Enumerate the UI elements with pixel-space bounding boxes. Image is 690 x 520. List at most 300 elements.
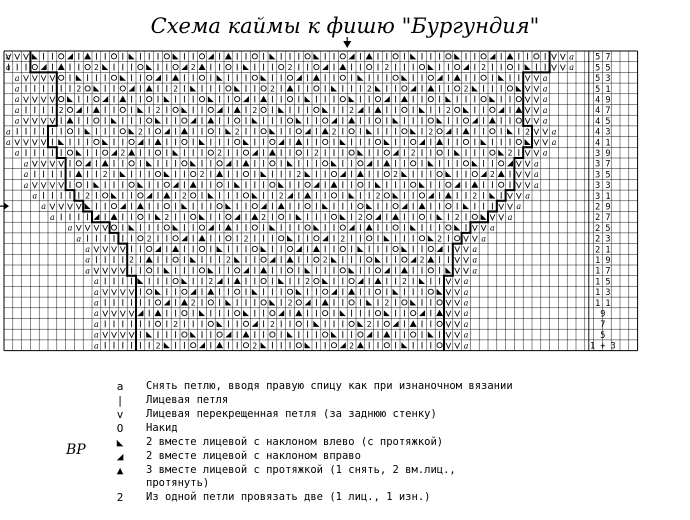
twisted-knit-icon [32,97,37,103]
decrease-left-icon [269,53,275,59]
decrease-left-icon [243,64,249,70]
double-decrease-icon [67,117,74,124]
twisted-knit-icon [534,150,539,156]
double-decrease-icon [199,64,206,71]
slip-stitch-icon: a [23,159,29,169]
slip-stitch-icon: a [569,63,574,73]
slip-stitch-icon: a [67,223,73,233]
decrease-left-icon [129,53,135,59]
yarn-over-icon [173,257,178,262]
yarn-over-icon [419,214,424,219]
yarn-over-icon [270,161,275,166]
yarn-over-icon [463,161,468,166]
decrease-left-icon [217,246,223,252]
decrease-right-icon [120,203,126,209]
yarn-over-icon [455,64,460,69]
decrease-left-icon [234,257,240,263]
yarn-over-icon [67,150,72,155]
twisted-knit-icon [455,300,460,306]
twisted-knit-icon [516,193,521,199]
twisted-knit-icon [112,289,117,295]
decrease-right-icon [164,299,170,305]
twisted-knit-icon [112,268,117,274]
slip-stitch-icon: a [463,298,469,308]
yarn-over-icon [455,86,460,91]
yarn-over-icon [147,75,152,80]
yarn-over-icon [182,289,187,294]
twisted-knit-icon [24,97,29,103]
increase-two-icon: 2 [173,319,179,329]
twisted-knit-icon [24,118,29,124]
row-number: 2 7 [595,213,611,224]
row-number: 4 9 [595,95,611,106]
increase-two-icon: 2 [375,191,381,201]
decrease-left-icon [173,225,179,231]
increase-two-icon: 2 [287,63,293,73]
decrease-right-icon [243,267,249,273]
decrease-right-icon [437,75,443,81]
yarn-over-icon [455,107,460,112]
yarn-over-icon [235,118,240,123]
yarn-over-icon [111,54,116,59]
decrease-left-icon [357,150,363,156]
decrease-left-icon [410,225,416,231]
decrease-left-icon [313,53,319,59]
yarn-over-icon [516,139,521,144]
yarn-over-icon [208,300,213,305]
twisted-knit-icon [560,54,565,60]
legend-text: Снять петлю, вводя правую спицу как при изнаночном вязании [146,380,513,392]
slip-stitch-icon: a [94,277,99,287]
twisted-knit-icon [534,139,539,145]
decrease-left-icon [146,332,152,338]
decrease-right-icon [129,85,135,91]
yarn-over-icon [164,225,169,230]
yarn-over-icon [279,236,284,241]
decrease-right-icon [225,332,231,338]
decrease-right-icon [181,235,187,241]
decrease-left-icon [164,171,170,177]
twisted-knit-icon [103,225,108,231]
yarn-over-icon [252,225,257,230]
twisted-knit-icon [32,161,37,167]
decrease-right-icon [322,64,328,70]
yarn-over-icon [411,311,416,316]
double-decrease-icon [137,203,144,210]
decrease-left-icon [85,128,91,134]
yarn-over-icon [340,75,345,80]
decrease-left-icon [322,107,328,113]
increase-two-icon: 2 [225,255,231,265]
decrease-right-icon [437,246,443,252]
increase-two-icon: 2 [401,277,407,287]
decrease-left-icon [489,96,495,102]
twisted-knit-icon [525,150,530,156]
slip-stitch-icon: a [14,95,20,105]
decrease-left-icon [463,203,469,209]
decrease-left-icon [525,139,531,145]
twisted-knit-icon [50,161,55,167]
double-decrease-icon [269,149,276,156]
double-decrease-icon [454,74,461,81]
row-number: 4 3 [595,127,611,138]
double-decrease-icon [163,192,170,199]
row-number: 1 9 [595,256,611,266]
legend-item [108,380,668,394]
double-decrease-icon [515,106,522,113]
yarn-over-icon [296,129,301,134]
row-number: 4 1 [595,138,611,149]
double-decrease-icon [216,171,223,178]
decrease-left-icon [393,289,399,295]
decrease-left-icon [428,332,434,338]
decrease-right-icon [41,64,47,70]
twisted-knit-icon [455,311,460,317]
double-decrease-icon [119,96,126,103]
yarn-over-icon [182,118,187,123]
yarn-over-icon [331,171,336,176]
slip-stitch-icon: a [94,319,99,329]
decrease-right-icon [190,118,196,124]
decrease-right-icon [173,182,179,188]
decrease-left-icon [243,310,249,316]
double-decrease-icon [339,64,346,71]
decrease-right-icon [419,310,425,316]
decrease-right-icon [331,289,337,295]
decrease-left-icon [357,246,363,252]
increase-two-icon: 2 [116,491,124,504]
yarn-over-icon [147,97,152,102]
double-decrease-icon [155,138,162,145]
decrease-right-icon [234,214,240,220]
yarn-over-icon [208,129,213,134]
increase-two-icon: 2 [58,105,64,115]
yarn-over-icon [375,118,380,123]
decrease-right-icon [93,214,99,220]
yarn-over-icon [199,97,204,102]
twisted-knit-icon [32,182,37,188]
twisted-knit-icon [516,182,521,188]
decrease-left-icon [313,321,319,327]
yarn-over-icon [270,139,275,144]
row-number: 7 [600,320,606,331]
yarn-over-icon [243,171,248,176]
yarn-over-icon [437,129,442,134]
slip-stitch-icon: a [463,319,469,329]
yarn-over-icon [279,64,284,69]
decrease-left-icon [305,342,311,348]
slip-stitch-icon: a [6,127,11,137]
increase-two-icon: 2 [454,212,460,222]
increase-two-icon: 2 [410,148,416,158]
decrease-right-icon [498,107,504,113]
twisted-knit-icon [525,118,530,124]
decrease-left-icon [481,139,487,145]
yarn-over-icon [111,204,116,209]
slip-stitch-icon: a [516,202,522,212]
yarn-over-icon [155,321,160,326]
decrease-left-icon [225,299,231,305]
twisted-knit-icon [41,161,46,167]
decrease-right-icon [349,225,355,231]
decrease-right-icon [340,171,346,177]
page-title: Схема каймы к фишю "Бургундия" [150,14,540,38]
yarn-over-icon [235,268,240,273]
yarn-over-icon [147,289,152,294]
yarn-over-icon [384,193,389,198]
yarn-over-icon [411,161,416,166]
twisted-knit-icon [455,257,460,263]
double-decrease-icon [375,278,382,285]
twisted-knit-icon [103,311,108,317]
twisted-knit-icon [120,268,125,274]
decrease-left-icon [102,64,108,70]
yarn-over-icon [59,54,64,59]
row-number: 3 9 [595,149,611,159]
twisted-knit-icon [552,54,557,60]
yarn-over-icon [402,257,407,262]
yarn-over-icon [138,193,143,198]
increase-two-icon: 2 [252,105,258,115]
yarn-over-icon [270,311,275,316]
twisted-knit-icon [120,311,125,317]
increase-two-icon: 2 [331,127,337,137]
decrease-left-icon [252,192,258,198]
decrease-left-icon [129,128,135,134]
slip-stitch-icon: a [542,116,548,126]
slip-stitch-icon: a [507,212,513,222]
twisted-knit-icon [41,139,46,145]
decrease-left-icon [261,246,267,252]
slip-stitch-icon: a [116,380,124,393]
yarn-over-icon [349,300,354,305]
slip-stitch-icon: a [534,180,539,190]
increase-two-icon: 2 [287,298,293,308]
decrease-left-icon [445,171,451,177]
yarn-over-icon [499,182,504,187]
decrease-left-icon [331,160,337,166]
yarn-over-icon [94,97,99,102]
decrease-left-icon [305,267,311,273]
twisted-knit-icon [464,246,469,252]
decrease-right-icon [296,246,302,252]
yarn-over-icon [437,150,442,155]
increase-two-icon: 2 [261,212,267,222]
decrease-right-icon [102,96,108,102]
legend-item [108,408,668,422]
yarn-over-icon [67,129,72,134]
row-number: 5 3 [595,74,611,85]
slip-stitch-icon: a [542,148,548,158]
decrease-right-icon [111,150,117,156]
row-number: 5 5 [595,63,611,74]
increase-two-icon: 2 [428,127,434,137]
yarn-over-icon [499,161,504,166]
yarn-over-icon [32,64,37,69]
decrease-right-icon [305,128,311,134]
decrease-right-icon [305,299,311,305]
yarn-over-icon [217,182,222,187]
decrease-left-icon [234,85,240,91]
decrease-left-icon [93,182,99,188]
slip-stitch-icon: a [542,84,548,94]
yarn-over-icon [323,139,328,144]
decrease-right-icon [252,321,258,327]
double-decrease-icon [234,106,241,113]
double-decrease-icon [102,160,109,167]
decrease-right-icon [357,107,363,113]
yarn-over-icon [94,139,99,144]
yarn-over-icon [243,193,248,198]
decrease-left-icon [410,299,416,305]
yarn-over-icon [323,289,328,294]
increase-two-icon: 2 [93,63,99,73]
increase-two-icon: 2 [489,170,495,180]
yarn-over-icon [437,321,442,326]
slip-stitch-icon: a [94,330,99,340]
decrease-left-icon [234,182,240,188]
twisted-knit-icon [543,129,548,135]
increase-two-icon: 2 [252,341,258,351]
increase-two-icon: 2 [190,63,196,73]
yarn-over-icon [393,225,398,230]
yarn-over-icon [76,161,81,166]
yarn-over-icon [199,268,204,273]
decrease-left-icon [217,75,223,81]
chart-symbols [6,52,574,350]
yarn-over-icon [208,107,213,112]
increase-two-icon: 2 [190,298,196,308]
yarn-over-icon [155,300,160,305]
decrease-right-icon [340,342,346,348]
twisted-knit-icon [516,172,521,178]
decrease-right-icon [164,128,170,134]
yarn-over-icon [428,268,433,273]
decrease-left-icon [137,182,143,188]
decrease-right-icon [85,160,91,166]
yarn-over-icon [252,246,257,251]
twisted-knit-icon [41,75,46,81]
decrease-left-icon [384,310,390,316]
double-decrease-icon [225,53,232,60]
yarn-over-icon [402,107,407,112]
double-decrease-icon [401,96,408,103]
row-number-column [590,53,616,352]
yarn-over-icon [173,278,178,283]
decrease-right-icon [384,267,390,273]
decrease-left-icon [102,139,108,145]
yarn-over-icon [199,75,204,80]
decrease-left-icon [384,139,390,145]
twisted-knit-icon [103,268,108,274]
double-decrease-icon [383,331,390,338]
twisted-knit-icon [464,236,469,242]
decrease-right-icon [419,139,425,145]
yarn-over-icon [199,225,204,230]
slip-stitch-icon: a [85,266,90,276]
twisted-knit-icon [455,268,460,274]
row-number: 5 7 [595,52,611,63]
twisted-knit-icon [534,118,539,124]
slip-stitch-icon: a [6,52,11,62]
double-decrease-icon [489,117,496,124]
decrease-left-icon [32,53,38,59]
double-decrease-icon [471,181,478,188]
decrease-left-icon [287,332,293,338]
yarn-over-icon [199,246,204,251]
twisted-knit-icon [560,65,565,71]
yarn-over-icon [208,150,213,155]
yarn-over-icon [393,246,398,251]
slip-stitch-icon: a [472,244,478,254]
double-decrease-icon [84,53,91,60]
decrease-left-icon [173,53,179,59]
decrease-left-icon [437,289,443,295]
decrease-right-icon [278,139,284,145]
decrease-left-icon [155,118,161,124]
yarn-over-icon [384,321,389,326]
twisted-knit-icon [76,225,81,231]
yarn-over-icon [138,64,143,69]
twisted-knit-icon [446,289,451,295]
twisted-knit-icon [525,182,530,188]
double-decrease-icon [216,342,223,349]
yarn-over-icon [419,193,424,198]
decrease-left-icon [375,182,381,188]
yarn-over-icon [261,129,266,134]
double-decrease-icon: ▲ [116,464,124,477]
yarn-over-icon [428,97,433,102]
increase-two-icon: 2 [278,191,284,201]
yarn-over-icon [191,214,196,219]
decrease-left-icon [261,342,267,348]
decrease-left-icon [428,64,434,70]
slip-stitch-icon: a [481,234,486,244]
slip-stitch-icon: a [463,341,469,351]
legend-text: 2 вместе лицевой с наклоном вправо [146,450,361,462]
double-decrease-icon [260,96,267,103]
increase-two-icon: 2 [120,148,126,158]
decrease-left-icon [296,118,302,124]
twisted-knit-icon [499,214,504,220]
yarn-over-icon [384,171,389,176]
twisted-knit-icon [455,279,460,285]
twisted-knit-icon [94,246,99,252]
decrease-left-icon [331,257,337,263]
yarn-over-icon [323,161,328,166]
yarn-over-icon [235,97,240,102]
decrease-left-icon [199,214,205,220]
decrease-left-icon [278,278,284,284]
yarn-over-icon [314,64,319,69]
row-number: 2 5 [595,223,611,234]
yarn-over-icon [463,118,468,123]
yarn-over-icon [428,118,433,123]
increase-two-icon: 2 [208,277,214,287]
twisted-knit-icon [455,289,460,295]
double-decrease-icon [58,64,65,71]
decrease-left-icon [296,214,302,220]
decrease-right-icon [76,107,82,113]
yarn-over-icon [261,278,266,283]
double-decrease-icon [75,171,82,178]
yarn-over-icon [384,150,389,155]
increase-two-icon: 2 [349,105,355,115]
decrease-left-icon [181,107,187,113]
decrease-left-icon [269,225,275,231]
decrease-left-icon [164,96,170,102]
decrease-left-icon [208,267,214,273]
